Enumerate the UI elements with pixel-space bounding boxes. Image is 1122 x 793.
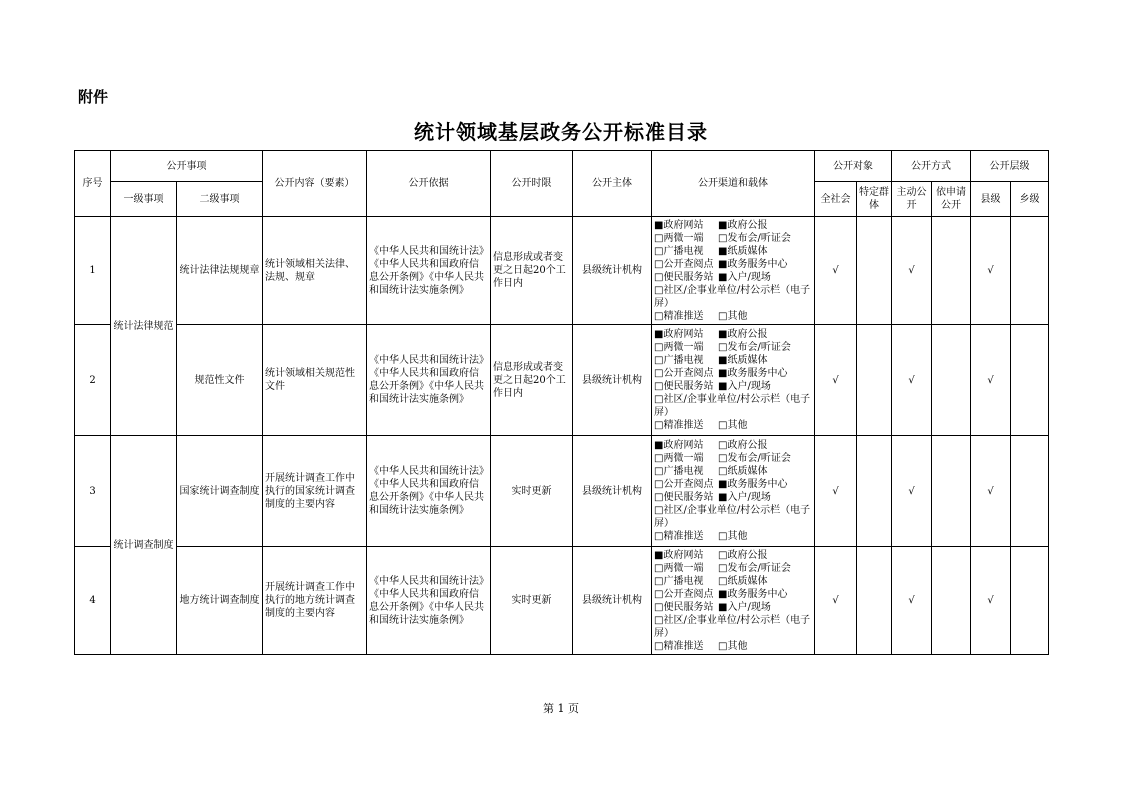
channel-item: □其他 bbox=[718, 420, 748, 431]
channel-item: ■政务服务中心 bbox=[718, 479, 788, 490]
channel-item: □便民服务站 bbox=[654, 271, 714, 283]
cell-basis: 《中华人民共和国统计法》《中华人民共和国政府信息公开条例》《中华人民共和国统计法实施条例》 bbox=[367, 547, 491, 655]
cell-basis: 《中华人民共和国统计法》《中华人民共和国政府信息公开条例》《中华人民共和国统计法实施条例》 bbox=[367, 217, 491, 325]
cell-target-all: √ bbox=[815, 325, 857, 436]
cell-channels bbox=[652, 217, 815, 325]
channel-item: □社区/企事业单位/村公示栏（电子屏） bbox=[654, 505, 811, 529]
cell-level1-group: 统计调查制度 bbox=[111, 436, 177, 655]
header-level-township: 乡级 bbox=[1011, 182, 1049, 217]
channel-item: ■入户/现场 bbox=[718, 601, 771, 613]
cell-subject: 县级统计机构 bbox=[573, 436, 652, 547]
channel-item: □政府公报 bbox=[718, 440, 768, 451]
cell-target-specific bbox=[857, 547, 892, 655]
channel-item: □发布会/听证会 bbox=[718, 562, 791, 574]
cell-seq: 1 bbox=[75, 217, 111, 325]
header-channels: 公开渠道和载体 bbox=[652, 151, 815, 217]
cell-content: 统计领域相关规范性文件 bbox=[263, 325, 367, 436]
cell-subject: 县级统计机构 bbox=[573, 325, 652, 436]
cell-level-township bbox=[1011, 436, 1049, 547]
cell-time-limit: 信息形成或者变更之日起20个工作日内 bbox=[491, 325, 573, 436]
header-public-items: 公开事项 bbox=[111, 151, 263, 182]
header-level: 公开层级 bbox=[971, 151, 1049, 182]
attachment-label: 附件 bbox=[78, 88, 109, 106]
header-basis: 公开依据 bbox=[367, 151, 491, 217]
channel-item: □其他 bbox=[718, 531, 748, 542]
channel-item: □便民服务站 bbox=[654, 492, 714, 503]
channel-item: □发布会/听证会 bbox=[718, 453, 791, 464]
channel-item: □广播电视 bbox=[654, 355, 704, 366]
channel-item: ■政府网站 bbox=[654, 329, 704, 340]
header-target-specific: 特定群体 bbox=[857, 182, 892, 217]
channel-item: □社区/企事业单位/村公示栏（电子屏） bbox=[654, 394, 811, 418]
cell-method-active: √ bbox=[892, 217, 932, 325]
channel-item: ■纸质媒体 bbox=[718, 355, 768, 366]
channel-item: □精准推送 bbox=[654, 420, 704, 431]
header-method: 公开方式 bbox=[892, 151, 971, 182]
channel-item: □两微一端 bbox=[654, 232, 704, 244]
header-method-apply: 依申请公开 bbox=[932, 182, 971, 217]
catalog-table bbox=[74, 150, 1049, 655]
channel-item: □发布会/听证会 bbox=[718, 342, 791, 353]
cell-channels bbox=[652, 547, 815, 655]
channel-item: ■政府网站 bbox=[654, 219, 704, 231]
cell-method-active: √ bbox=[892, 436, 932, 547]
cell-level-township bbox=[1011, 217, 1049, 325]
channel-item: □其他 bbox=[718, 640, 748, 652]
channel-item: □精准推送 bbox=[654, 640, 704, 652]
page-title: 统计领域基层政务公开标准目录 bbox=[414, 120, 708, 144]
cell-level-township bbox=[1011, 325, 1049, 436]
channel-item: □公开查阅点 bbox=[654, 368, 714, 379]
cell-level2: 国家统计调查制度 bbox=[177, 436, 263, 547]
table-row bbox=[75, 547, 1049, 655]
cell-method-active: √ bbox=[892, 547, 932, 655]
cell-method-apply bbox=[932, 325, 971, 436]
cell-content: 开展统计调查工作中执行的地方统计调查制度的主要内容 bbox=[263, 547, 367, 655]
header-subject: 公开主体 bbox=[573, 151, 652, 217]
channel-item: □政府公报 bbox=[718, 549, 768, 561]
cell-channels bbox=[652, 325, 815, 436]
channel-item: ■政府网站 bbox=[654, 440, 704, 451]
channel-item: □精准推送 bbox=[654, 310, 704, 322]
cell-target-specific bbox=[857, 217, 892, 325]
cell-level-county: √ bbox=[971, 436, 1011, 547]
header-time-limit: 公开时限 bbox=[491, 151, 573, 217]
channel-item: ■政府公报 bbox=[718, 329, 768, 340]
channel-item: □两微一端 bbox=[654, 562, 704, 574]
header-target: 公开对象 bbox=[815, 151, 892, 182]
channel-item: □广播电视 bbox=[654, 575, 704, 587]
table-row bbox=[75, 436, 1049, 547]
cell-level2: 统计法律法规规章 bbox=[177, 217, 263, 325]
cell-target-all: √ bbox=[815, 547, 857, 655]
cell-method-active: √ bbox=[892, 325, 932, 436]
cell-method-apply bbox=[932, 547, 971, 655]
channel-item: □公开查阅点 bbox=[654, 479, 714, 490]
channel-item: ■入户/现场 bbox=[718, 492, 771, 503]
cell-seq: 4 bbox=[75, 547, 111, 655]
cell-level1-group: 统计法律规范 bbox=[111, 217, 177, 436]
channel-item: □其他 bbox=[718, 310, 748, 322]
cell-seq: 3 bbox=[75, 436, 111, 547]
channel-item: ■纸质媒体 bbox=[718, 245, 768, 257]
page-number: 第 1 页 bbox=[543, 702, 579, 715]
cell-seq: 2 bbox=[75, 325, 111, 436]
channel-item: □纸质媒体 bbox=[718, 466, 768, 477]
cell-level-county: √ bbox=[971, 325, 1011, 436]
table-row bbox=[75, 217, 1049, 325]
cell-content: 统计领域相关法律、法规、规章 bbox=[263, 217, 367, 325]
channel-item: □精准推送 bbox=[654, 531, 704, 542]
channel-item: ■政务服务中心 bbox=[718, 258, 788, 270]
cell-basis: 《中华人民共和国统计法》《中华人民共和国政府信息公开条例》《中华人民共和国统计法实施条例》 bbox=[367, 325, 491, 436]
channel-item: □两微一端 bbox=[654, 342, 704, 353]
channel-item: □社区/企事业单位/村公示栏（电子屏） bbox=[654, 284, 811, 309]
cell-basis: 《中华人民共和国统计法》《中华人民共和国政府信息公开条例》《中华人民共和国统计法实施条例》 bbox=[367, 436, 491, 547]
channel-item: ■政务服务中心 bbox=[718, 588, 788, 600]
cell-method-apply bbox=[932, 436, 971, 547]
cell-content: 开展统计调查工作中执行的国家统计调查制度的主要内容 bbox=[263, 436, 367, 547]
channel-item: □发布会/听证会 bbox=[718, 232, 791, 244]
cell-subject: 县级统计机构 bbox=[573, 547, 652, 655]
cell-subject: 县级统计机构 bbox=[573, 217, 652, 325]
cell-level-county: √ bbox=[971, 217, 1011, 325]
cell-time-limit: 实时更新 bbox=[491, 547, 573, 655]
cell-time-limit: 实时更新 bbox=[491, 436, 573, 547]
cell-channels bbox=[652, 436, 815, 547]
cell-level2: 规范性文件 bbox=[177, 325, 263, 436]
channel-item: □纸质媒体 bbox=[718, 575, 768, 587]
cell-level2: 地方统计调查制度 bbox=[177, 547, 263, 655]
cell-level-township bbox=[1011, 547, 1049, 655]
channel-item: ■入户/现场 bbox=[718, 271, 771, 283]
table-row bbox=[75, 325, 1049, 436]
header-seq: 序号 bbox=[75, 151, 111, 217]
header-level2: 二级事项 bbox=[177, 182, 263, 217]
channel-item: □社区/企事业单位/村公示栏（电子屏） bbox=[654, 614, 811, 639]
channel-item: ■政府公报 bbox=[718, 219, 768, 231]
cell-time-limit: 信息形成或者变更之日起20个工作日内 bbox=[491, 217, 573, 325]
header-level-county: 县级 bbox=[971, 182, 1011, 217]
cell-method-apply bbox=[932, 217, 971, 325]
channel-item: □便民服务站 bbox=[654, 381, 714, 392]
cell-target-all: √ bbox=[815, 436, 857, 547]
channel-item: ■政务服务中心 bbox=[718, 368, 788, 379]
channel-item: ■政府网站 bbox=[654, 549, 704, 561]
channel-item: ■入户/现场 bbox=[718, 381, 771, 392]
cell-target-specific bbox=[857, 436, 892, 547]
channel-item: □公开查阅点 bbox=[654, 258, 714, 270]
cell-target-all: √ bbox=[815, 217, 857, 325]
channel-item: □广播电视 bbox=[654, 466, 704, 477]
header-level1: 一级事项 bbox=[111, 182, 177, 217]
header-method-active: 主动公开 bbox=[892, 182, 932, 217]
channel-item: □两微一端 bbox=[654, 453, 704, 464]
channel-item: □广播电视 bbox=[654, 245, 704, 257]
channel-item: □便民服务站 bbox=[654, 601, 714, 613]
channel-item: □公开查阅点 bbox=[654, 588, 714, 600]
header-content: 公开内容（要素） bbox=[263, 151, 367, 217]
header-target-all: 全社会 bbox=[815, 182, 857, 217]
cell-target-specific bbox=[857, 325, 892, 436]
cell-level-county: √ bbox=[971, 547, 1011, 655]
